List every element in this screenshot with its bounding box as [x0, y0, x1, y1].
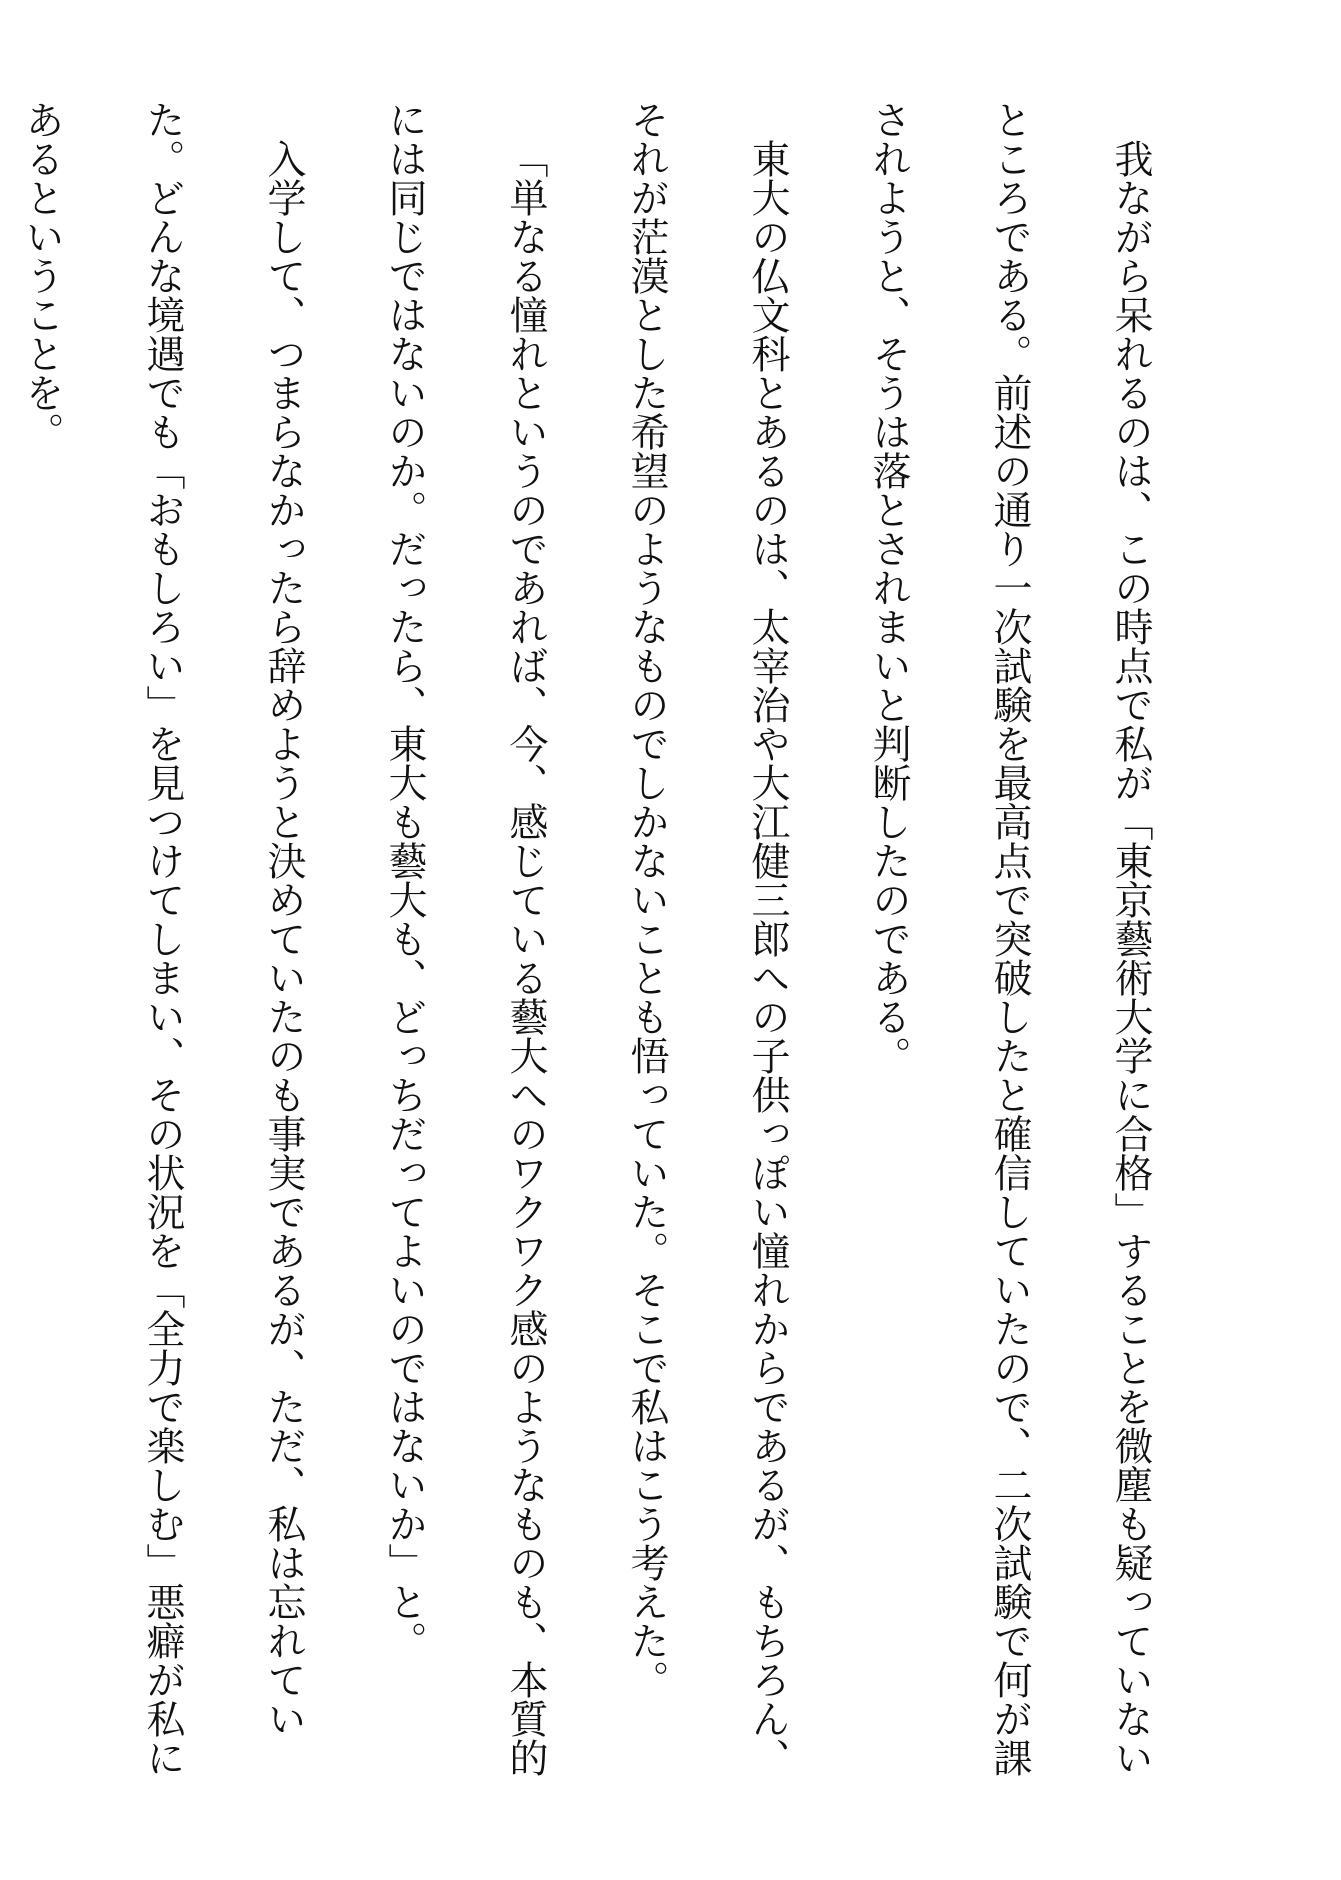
paragraph-1: 我ながら呆れるのは、この時点で私が「東京藝術大学に合格」することを微塵も疑っていないところである。前述の通り一次試験を最高点で突破したと確信していたので、二次試験で何が課されようと、そうは落とされまいと判断したのである。 [866, 100, 1153, 1777]
paragraph-3: 「単なる憧れというのであれば、今、感じている藝大へのワクワク感のようなものも、本質的には同じではないのか。だったら、東大も藝大も、どっちだってよいのではないか」と。 [382, 100, 548, 1777]
paragraph-4: 入学して、つまらなかったら辞めようと決めていたのも事実であるが、ただ、私は忘れていた。どんな境遇でも「おもしろい」を見つけてしまい、その状況を「全力で楽しむ」悪癖が私にあるということを。 [19, 100, 306, 1777]
vertical-text-body [0, 100, 1191, 1800]
paragraph-2: 東大の仏文科とあるのは、太宰治や大江健三郎への子供っぽい憧れからであるが、もちろん、それが茫漠とした希望のようなものでしかないことも悟っていた。そこで私はこう考えた。 [624, 100, 790, 1777]
